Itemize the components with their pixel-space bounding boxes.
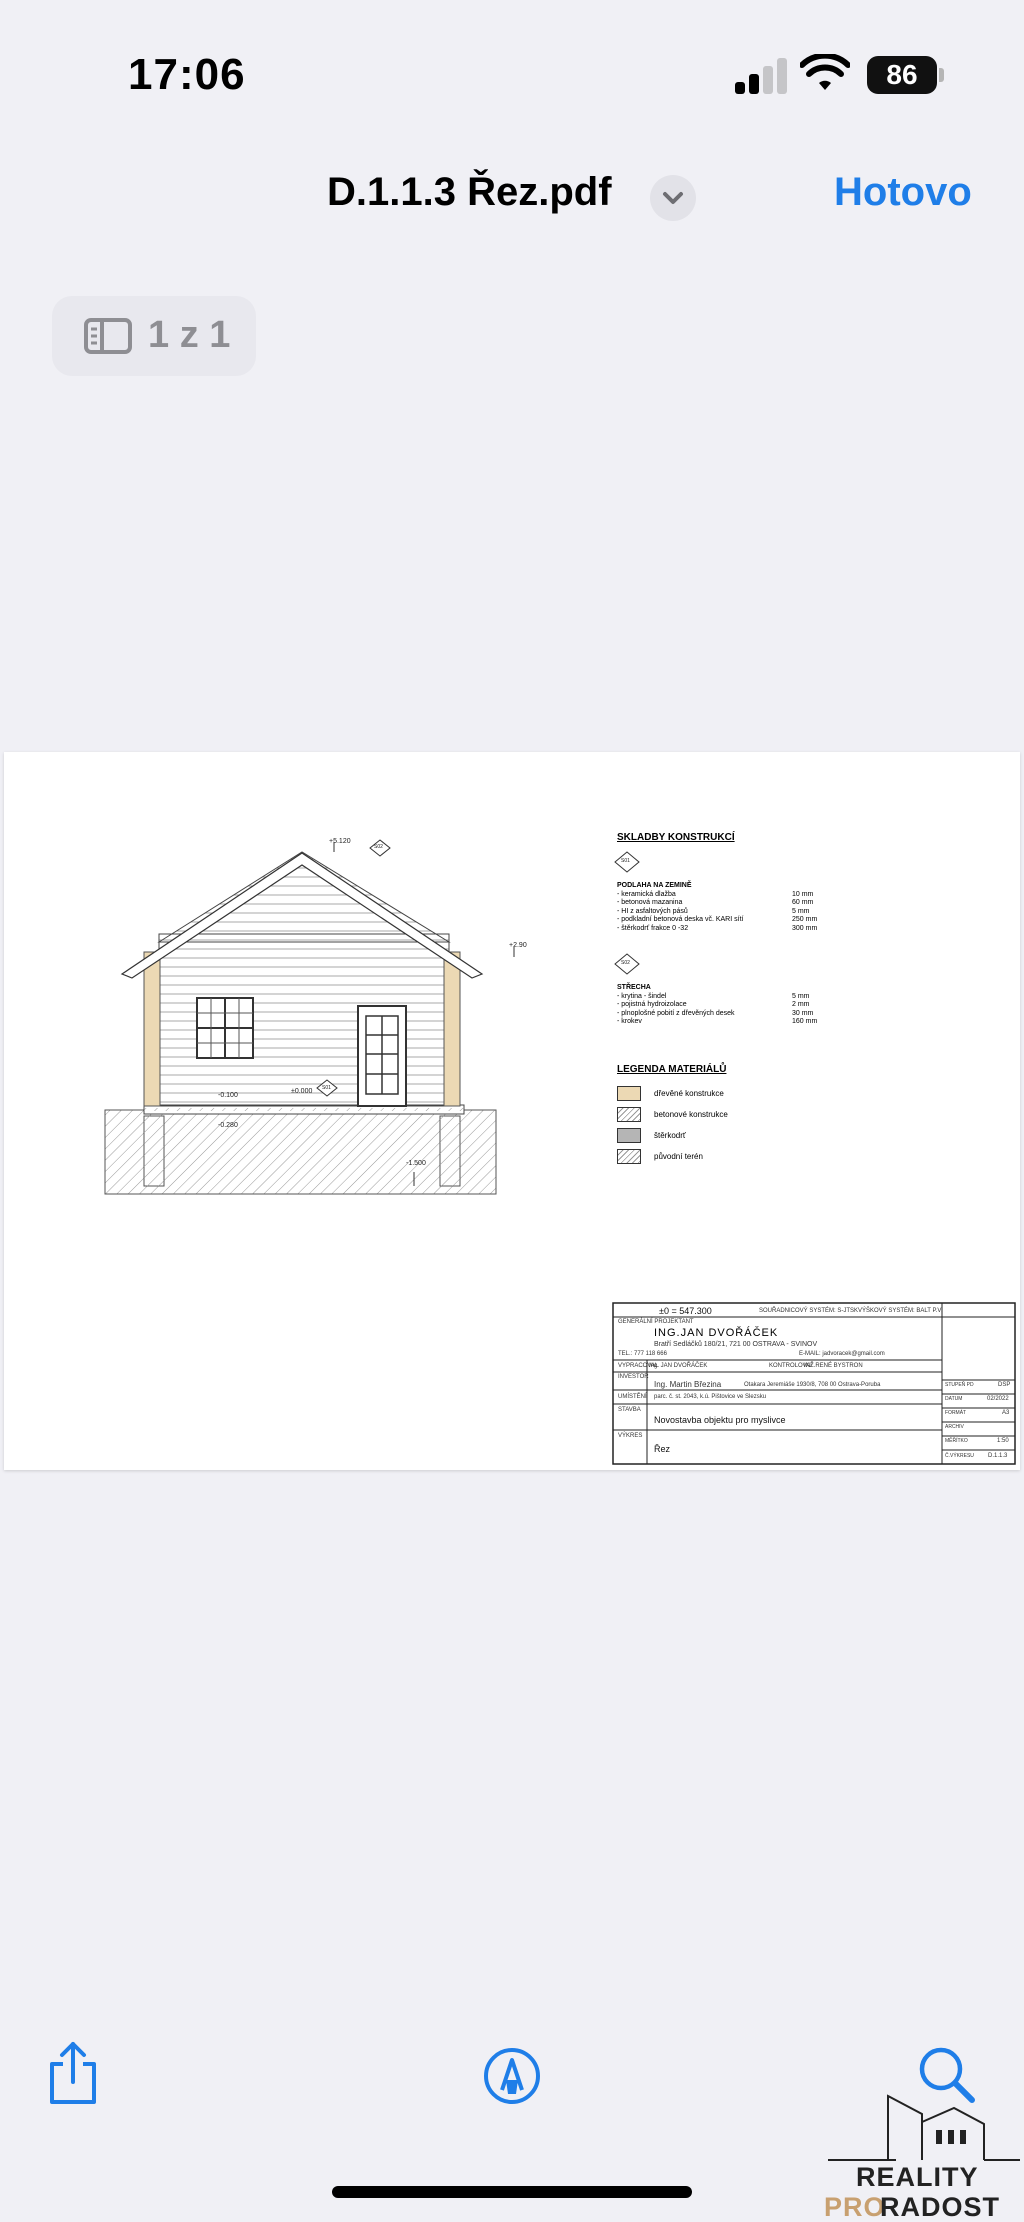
- markup-icon[interactable]: [482, 2046, 542, 2106]
- elev-l2: -0.280: [218, 1122, 238, 1129]
- tb-format-value: A3: [1002, 1410, 1010, 1416]
- layer-thickness: 300 mm: [792, 924, 818, 932]
- section-drawing: [4, 752, 1020, 1470]
- tb-kontroloval-name: INŽ.RENÉ BYSTRON: [804, 1363, 863, 1369]
- layer-row: [617, 993, 847, 1000]
- battery-tip: [939, 68, 944, 82]
- tb-coord-system: SOUŘADNICOVÝ SYSTÉM: S-JTSK: [759, 1308, 859, 1314]
- layer-name: - podkladní betonová deska vč. KARI sítí: [617, 916, 744, 924]
- pdf-page[interactable]: [4, 752, 1020, 1470]
- tb-kontroloval-caption: KONTROLOVAL: [769, 1363, 814, 1369]
- house-logo-icon: [824, 2088, 1020, 2162]
- tb-meritko-label: MĚŘÍTKO: [945, 1438, 968, 1444]
- legend-swatch: [617, 1128, 641, 1143]
- layer-name: - HI z asfaltových pásů: [617, 907, 688, 915]
- legend-label: původní terén: [654, 1152, 703, 1161]
- sidebar-icon: [84, 318, 132, 354]
- tb-vypracoval-caption: VYPRACOVAL: [618, 1363, 659, 1369]
- layer-thickness: 5 mm: [792, 993, 810, 1000]
- tb-datum-label: DATUM: [945, 1396, 963, 1402]
- layer-thickness: 30 mm: [792, 1009, 814, 1017]
- legend-swatch: [617, 1086, 641, 1101]
- layer-thickness: 250 mm: [792, 916, 818, 924]
- tb-investor-address: Otakara Jeremiáše 1930/8, 708 00 Ostrava-Poruba: [744, 1382, 881, 1388]
- tb-cislo-value: D.1.1.3: [988, 1453, 1008, 1459]
- legend-label: betonové konstrukce: [654, 1110, 728, 1119]
- tb-vypracoval-name: Ing. JAN DVOŘÁČEK: [649, 1363, 708, 1369]
- cellular-signal-icon: [735, 58, 789, 94]
- legend-title: LEGENDA MATERIÁLŮ: [617, 1064, 727, 1075]
- layer-row: [617, 1010, 847, 1017]
- tb-misto-caption: UMÍSTĚNÍ: [618, 1394, 647, 1400]
- layer-name: - štěrkodrť frakce 0 -32: [617, 924, 689, 932]
- tb-meritko-value: 1:50: [997, 1438, 1009, 1444]
- layer-thickness: 2 mm: [792, 1001, 810, 1009]
- layer-name: - krytina - šindel: [617, 993, 667, 1000]
- tb-height-system: VÝŠKOVÝ SYSTÉM: BALT P.V.: [858, 1308, 943, 1314]
- skladby-title: SKLADBY KONSTRUKCÍ: [617, 832, 735, 843]
- tb-misto-value: parc. č. st. 2043, k.ú. Pištovice ve Slezsku: [654, 1394, 767, 1400]
- tb-datum: ±0 = 547.300: [659, 1306, 712, 1316]
- tb-cislo-label: Č.VÝKRESU: [945, 1453, 974, 1459]
- legend-swatch: [617, 1149, 641, 1164]
- tb-archiv-label: ARCHIV: [945, 1424, 964, 1430]
- page-indicator-label: 1 z 1: [148, 314, 231, 356]
- legend-label: dřevěné konstrukce: [654, 1089, 724, 1098]
- layer-row: [617, 925, 847, 932]
- elev-l1: -0.100: [218, 1092, 238, 1099]
- elev-ridge: +5.120: [329, 838, 351, 845]
- layer-row: [617, 1018, 847, 1025]
- wifi-icon: [800, 54, 850, 94]
- legend-swatch: [617, 1107, 641, 1122]
- status-time: 17:06: [128, 50, 246, 99]
- layer-name: - keramická dlažba: [617, 891, 676, 898]
- layer-row: [617, 908, 847, 915]
- layer-name: - pojistná hydroizolace: [617, 1001, 687, 1009]
- layer-thickness: 60 mm: [792, 899, 814, 907]
- tb-designer-name: ING.JAN DVOŘÁČEK: [654, 1327, 779, 1339]
- page-indicator[interactable]: [52, 296, 256, 376]
- layer-thickness: 5 mm: [792, 907, 810, 915]
- watermark-line1: REALITY: [856, 2162, 979, 2192]
- tb-vykres-value: Řez: [654, 1444, 671, 1454]
- tb-stavba-caption: STAVBA: [618, 1407, 641, 1413]
- floor-title: PODLAHA NA ZEMINĚ: [617, 882, 692, 889]
- watermark-line2-accent: PRO: [824, 2192, 886, 2222]
- share-icon[interactable]: [46, 2040, 100, 2106]
- chevron-down-icon: [650, 175, 696, 221]
- layer-row: [617, 899, 847, 906]
- layer-name: - betonová mazanina: [617, 899, 683, 907]
- tb-investor-caption: INVESTOR: [618, 1374, 649, 1380]
- tb-designer-email: E-MAIL: jadvoracek@gmail.com: [799, 1351, 885, 1357]
- layer-thickness: 10 mm: [792, 891, 814, 898]
- tb-format-label: FORMÁT: [945, 1410, 967, 1416]
- legend-label: štěrkodrť: [654, 1131, 686, 1140]
- skladby-tag-s01: S01: [621, 858, 630, 864]
- battery-icon: 86: [867, 56, 937, 94]
- done-button[interactable]: Hotovo: [834, 170, 972, 214]
- watermark-logo: [824, 2088, 1020, 2222]
- tb-vykres-caption: VÝKRES: [618, 1433, 643, 1439]
- status-bar: [0, 0, 1024, 140]
- elev-floor: ±0.000: [291, 1088, 313, 1095]
- tb-designer-address: Bratří Sedláčků 180/21, 721 00 OSTRAVA - SVINOV: [654, 1341, 818, 1348]
- tb-designer-caption: GENERÁLNÍ PROJEKTANT: [618, 1319, 694, 1325]
- layer-row: [617, 891, 847, 898]
- watermark-line2: RADOST: [880, 2192, 1000, 2222]
- home-indicator[interactable]: [332, 2186, 692, 2198]
- skladby-tag-s02: S02: [621, 960, 630, 966]
- tb-datum-value: 02/2022: [987, 1396, 1009, 1402]
- layer-thickness: 160 mm: [792, 1018, 818, 1026]
- tag-s01-drawing: S01: [322, 1085, 331, 1091]
- title-menu-button[interactable]: [650, 175, 696, 221]
- roof-title: STŘECHA: [617, 984, 651, 991]
- tb-investor-name: Ing. Martin Březina: [654, 1380, 722, 1389]
- tb-stupen-label: STUPEŇ PD: [945, 1382, 974, 1388]
- elev-bottom: -1.500: [406, 1160, 426, 1167]
- tb-designer-tel: TEL.: 777 118 666: [618, 1351, 667, 1357]
- tag-s02-drawing: S02: [374, 844, 383, 850]
- elev-eaves: +2.90: [509, 942, 527, 949]
- document-title[interactable]: D.1.1.3 Řez.pdf: [327, 170, 612, 214]
- tb-stavba-value: Novostavba objektu pro myslivce: [654, 1415, 786, 1425]
- layer-row: [617, 1001, 847, 1008]
- layer-row: [617, 916, 847, 923]
- layer-name: - plnoplošné pobití z dřevěných desek: [617, 1009, 735, 1017]
- tb-stupen-value: DSP: [998, 1382, 1011, 1388]
- layer-name: - krokev: [617, 1018, 642, 1026]
